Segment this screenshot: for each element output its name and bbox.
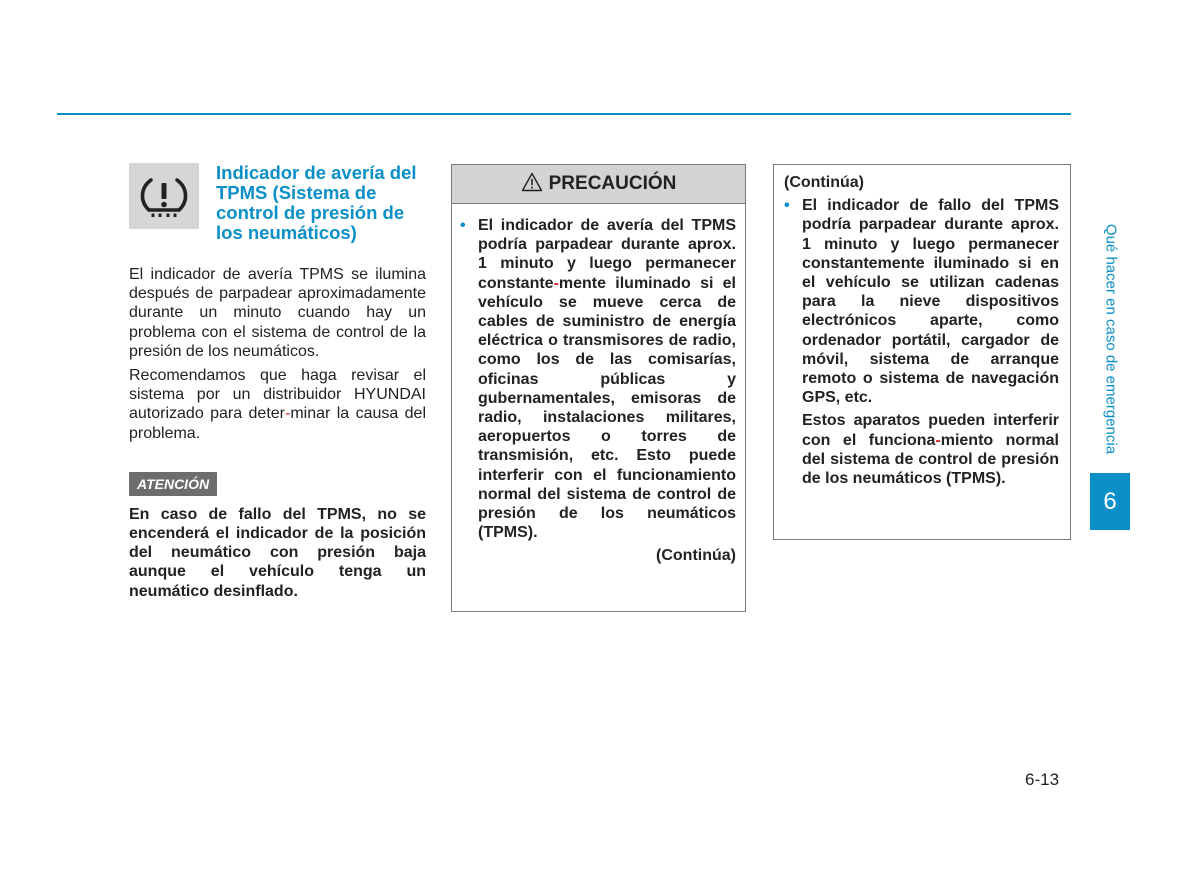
continued-bullet-item xyxy=(774,192,1070,407)
attention-text: En caso de fallo del TPMS, no se encenderá el indicador de la posición del neumático con presión baja aunque el vehículo tenga un neumático desinflado. xyxy=(129,505,426,600)
bullet-icon: • xyxy=(460,217,466,234)
paragraph-recommendation-text-end: minar la causa del problema. xyxy=(129,405,427,442)
top-rule xyxy=(57,113,1071,115)
continued-caution-box xyxy=(773,164,1071,540)
hyphen: - xyxy=(553,274,559,292)
caution-bullet-item xyxy=(452,204,745,542)
column-tpms-indicator xyxy=(129,163,426,617)
chapter-tab: 6 xyxy=(1090,473,1130,530)
caution-box xyxy=(451,164,746,612)
paragraph-tpms-description: El indicador de avería TPMS se ilumina después de parpadear aproximadamente durante un minuto cuando hay un problema con el sistema de control de la presión de los neumáticos. xyxy=(129,266,426,360)
caution-text-end: mente iluminado si el vehículo se mueve cerca de cables de suministro de energía eléctrica o transmisores de radio, como los de las comisarías, oficinas públicas y gubernamentales, emisoras de radio, instalaciones militares, aeropuertos o torres de transmisión, etc. Esto puede interferir con el funcionamiento normal del sistema de control de presión de los neumáticos (TPMS). xyxy=(478,274,736,542)
caution-text-start: El indicador de avería del TPMS podría parpadear durante aprox. 1 minuto y luego permanecer constante xyxy=(478,217,736,292)
caution-header xyxy=(452,165,745,204)
paragraph-recommendation-text: Recomendamos que haga revisar el sistema por un distribuidor HYUNDAI autorizado para deter xyxy=(129,367,426,423)
continued-sub-paragraph xyxy=(802,411,1059,488)
hyphen: - xyxy=(935,431,941,449)
continued-text: El indicador de fallo del TPMS podría parpadear durante aprox. 1 minuto y luego permanecer constantemente iluminado si en el vehículo se utilizan cadenas para la nieve dispositivos electrónicos aparte, como ordenador portátil, cargador de móvil, sistema de arranque remoto o sistema de navegación GPS, etc. xyxy=(802,197,1059,407)
section-heading: Indicador de avería del TPMS (Sistema de control de presión de los neumáticos) xyxy=(216,162,417,243)
continued-header: (Continúa) xyxy=(784,174,864,191)
section-side-label xyxy=(1096,205,1126,473)
tpms-warning-icon xyxy=(129,163,199,229)
continued-label: (Continúa) xyxy=(656,547,736,565)
continued-sub-text-start: Estos aparatos pueden interferir con el funciona xyxy=(802,412,1059,449)
section-header xyxy=(129,163,426,243)
warning-triangle-icon xyxy=(521,172,543,197)
attention-label: ATENCIÓN xyxy=(129,472,217,496)
caution-title: PRECAUCIÓN xyxy=(548,173,677,194)
page-number: 6-13 xyxy=(1025,770,1060,789)
continued-sub-text-end: miento normal del sistema de control de presión de los neumáticos (TPMS). xyxy=(802,431,1059,488)
section-side-label-text: Qué hacer en caso de emergencia xyxy=(1102,223,1120,455)
bullet-icon: • xyxy=(784,197,790,215)
caution-text xyxy=(478,216,736,542)
hyphen: - xyxy=(285,405,291,423)
paragraph-recommendation xyxy=(129,366,426,443)
